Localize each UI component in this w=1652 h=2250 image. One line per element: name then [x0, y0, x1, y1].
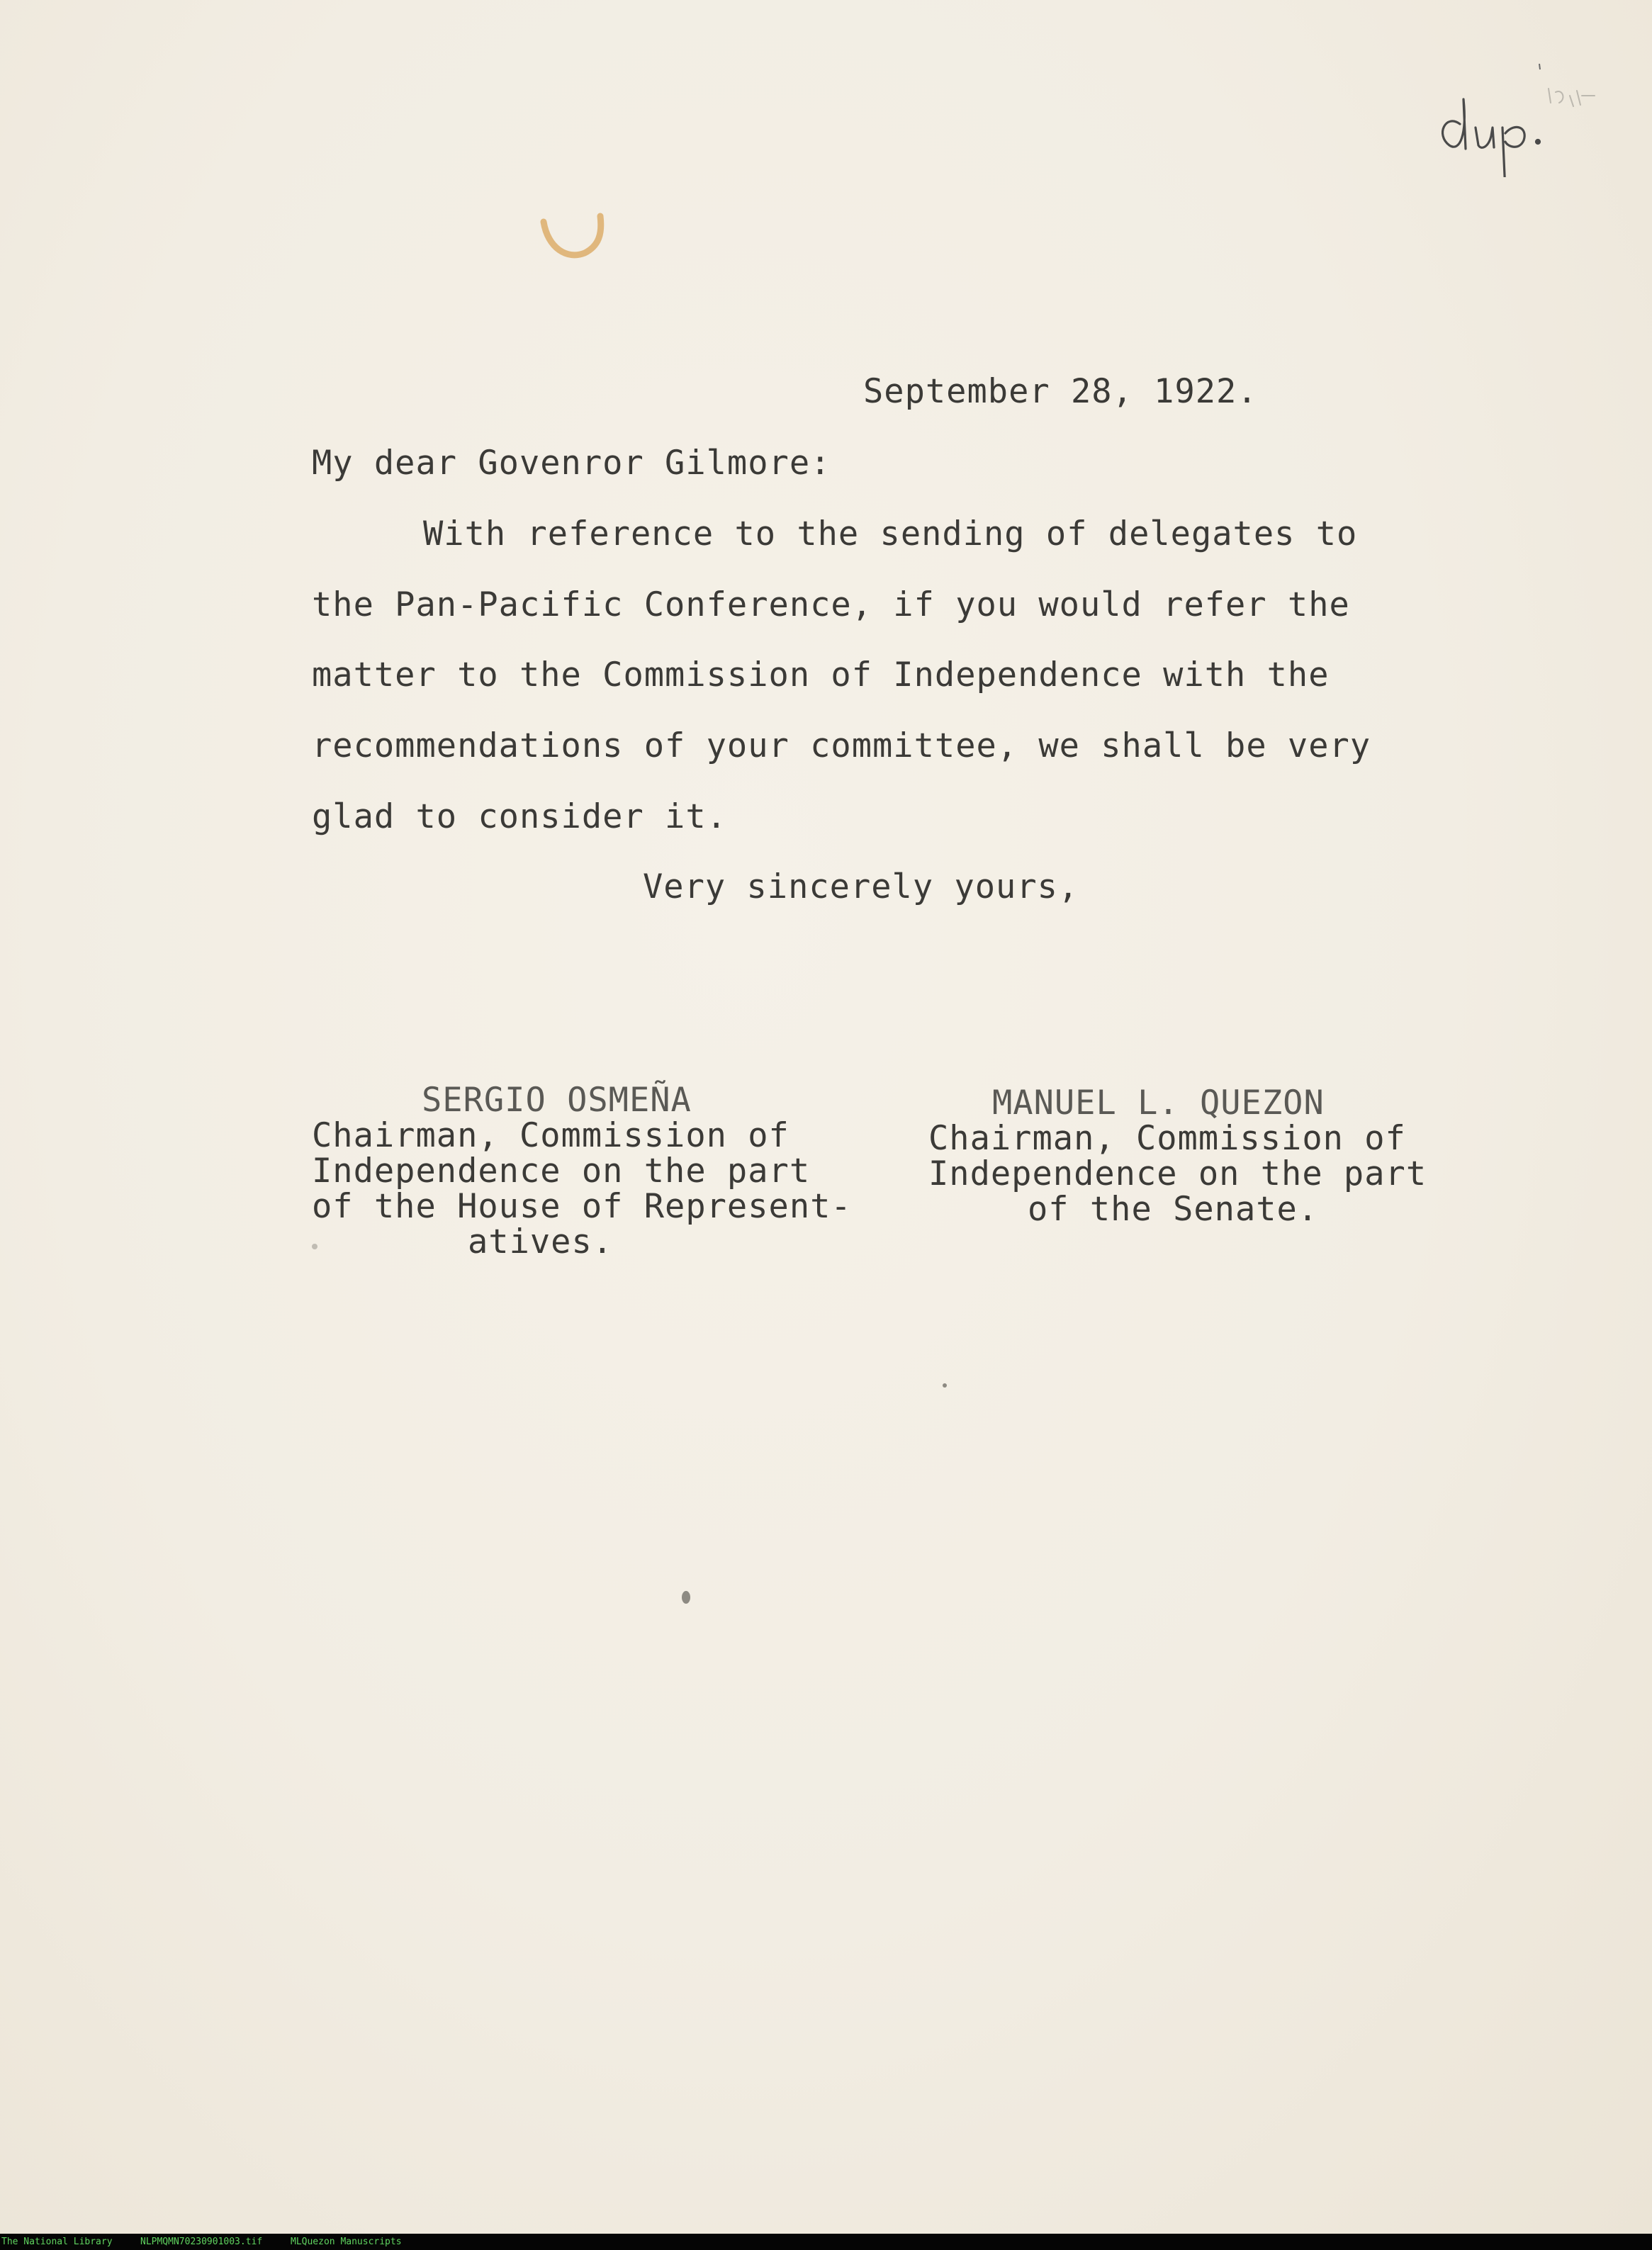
paper-speck [682, 1591, 690, 1604]
signatory-name: MANUEL L. QUEZON [992, 1084, 1325, 1123]
body-line: glad to consider it. [312, 797, 727, 836]
archive-footer [0, 2234, 1652, 2250]
body-line: recommendations of your committee, we shall be very [312, 726, 1371, 765]
rust-stain [535, 209, 613, 266]
letter-date: September 28, 1922. [863, 372, 1258, 411]
signatory-title-line: Independence on the part [928, 1154, 1427, 1193]
handwritten-note [1432, 57, 1616, 177]
footer-collection: MLQuezon Manuscripts [291, 2237, 402, 2247]
paper-speck [312, 1244, 318, 1249]
closing: Very sincerely yours, [643, 867, 1079, 906]
paper-speck [943, 1383, 947, 1388]
body-line: the Pan-Pacific Conference, if you would refer the [312, 585, 1350, 624]
signatory-title-line: of the House of Represent- [312, 1187, 852, 1226]
signatory-title-line: of the Senate. [1028, 1190, 1319, 1229]
signatory-title-line: Independence on the part [312, 1152, 811, 1191]
footer-file-name: NLPMQMN70230901003.tif [140, 2237, 263, 2247]
footer-institution: The National Library [1, 2237, 113, 2247]
signatory-title-line: atives. [468, 1222, 614, 1261]
signatory-title-line: Chairman, Commission of [928, 1119, 1406, 1158]
body-line: With reference to the sending of delegates to [423, 514, 1358, 553]
signatory-name: SERGIO OSMEÑA [422, 1081, 692, 1120]
signatory-title-line: Chairman, Commission of [312, 1116, 790, 1155]
body-line: matter to the Commission of Independence with the [312, 656, 1330, 694]
salutation: My dear Govenror Gilmore: [312, 444, 831, 483]
